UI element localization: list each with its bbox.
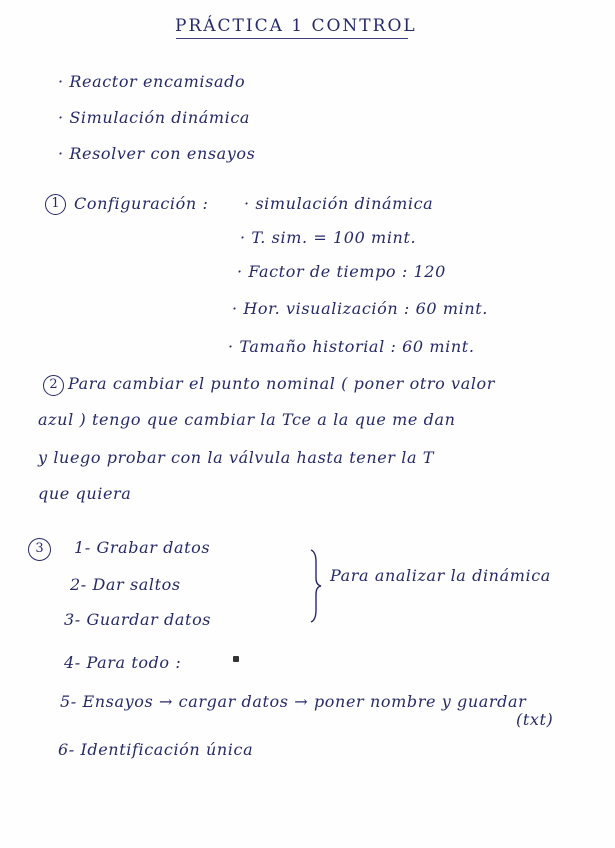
section3-step-5-suffix: (txt) (516, 710, 554, 729)
section3-step-4: 4- Para todo : (64, 653, 182, 672)
page-title: PRÁCTICA 1 CONTROL (175, 16, 417, 36)
section1-item-3: · Factor de tiempo : 120 (237, 262, 446, 281)
section1-label: Configuración : (74, 194, 209, 213)
section2-line-4: que quiera (38, 484, 132, 503)
title-underline (176, 38, 408, 39)
section2-line-2: azul ) tengo que cambiar la Tce a la que me dan (38, 410, 456, 429)
section2-line-1: Para cambiar el punto nominal ( poner otro valor (68, 374, 496, 393)
record-dot-icon (233, 656, 239, 662)
brace-icon (309, 548, 323, 624)
section1-item-5: · Tamaño historial : 60 mint. (228, 337, 475, 356)
section3-step-1: 1- Grabar datos (74, 538, 211, 557)
section1-item-2: · T. sim. = 100 mint. (240, 228, 417, 247)
section3-step-5: 5- Ensayos → cargar datos → poner nombre y guardar (60, 692, 527, 711)
section3-number: 3 (28, 538, 51, 561)
section3-brace-note: Para analizar la dinámica (330, 566, 551, 585)
section1-number: 1 (45, 194, 66, 215)
section3-step-3: 3- Guardar datos (64, 610, 212, 629)
section1-item-4: · Hor. visualización : 60 mint. (232, 299, 488, 318)
intro-item-3: · Resolver con ensayos (58, 144, 256, 163)
intro-item-1: · Reactor encamisado (58, 72, 246, 91)
section1-item-1: · simulación dinámica (244, 194, 434, 213)
section2-number: 2 (43, 375, 64, 396)
section2-line-3: y luego probar con la válvula hasta tener la T (38, 448, 435, 467)
intro-item-2: · Simulación dinámica (58, 108, 251, 127)
section3-step-6: 6- Identificación única (58, 740, 254, 759)
section3-step-2: 2- Dar saltos (70, 575, 181, 594)
